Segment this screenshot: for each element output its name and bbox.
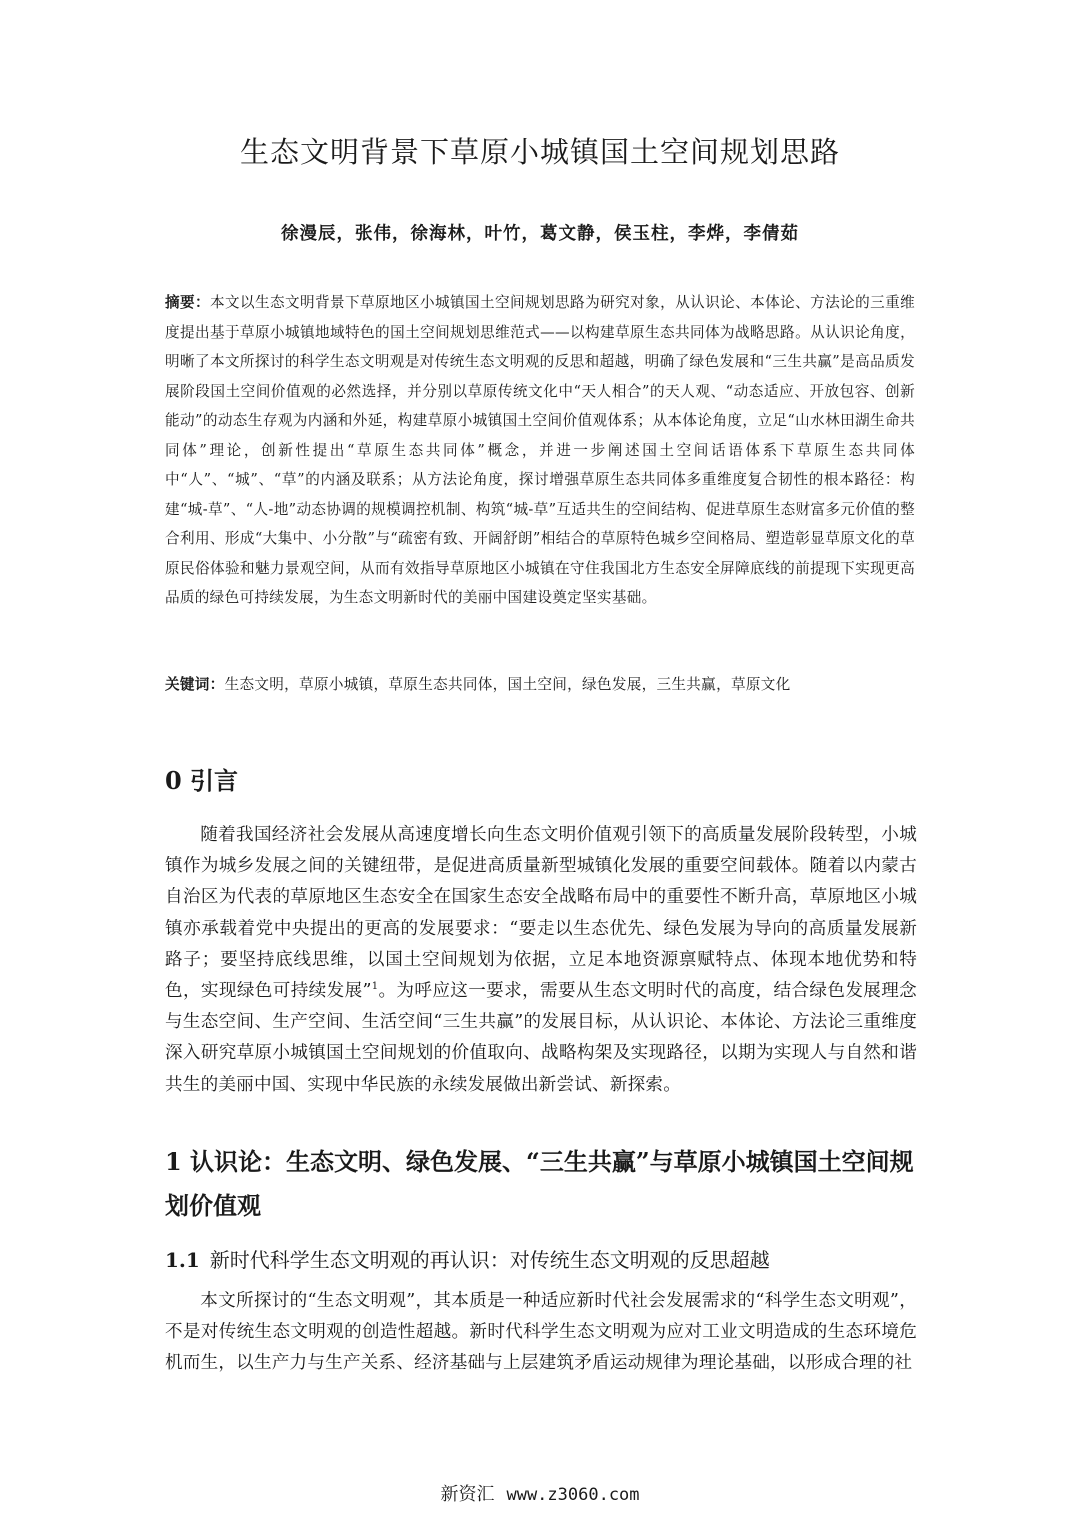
intro-text-part2: 。为呼应这一要求，需要从生态文明时代的高度，结合绿色发展理念与生态空间、生产空间、生活空间“三生共赢”的发展目标，从认识论、本体论、方法论三重维度深入研究草原小城镇国土空间规划的价值取向、战略构架及实现路径，以期为实现人与自然和谐共生的美丽中国、实现中华民族的永续发展做出新尝试、新探索。 bbox=[165, 981, 917, 1095]
intro-text-part1: 随着我国经济社会发展从高速度增长向生态文明价值观引领下的高质量发展阶段转型，小城镇作为城乡发展之间的关键纽带，是促进高质量新型城镇化发展的重要空间载体。随着以内蒙古自治区为代表的草原地区生态安全在国家生态安全战略布局中的重要性不断升高，草原地区小城镇亦承载着党中央提出的更高的发展要求：“要走以生态优先、绿色发展为导向的高质量发展新路子；要坚持底线思维，以国土空间规划为依据，立足本地资源禀赋特点、体现本地优势和特色，实现绿色可持续发展” bbox=[165, 825, 917, 1002]
intro-paragraph bbox=[165, 820, 917, 1101]
keywords-text: 生态文明，草原小城镇，草原生态共同体，国土空间，绿色发展，三生共赢，草原文化 bbox=[224, 676, 791, 693]
section-1-heading: 1 认识论：生态文明、绿色发展、“三生共赢”与草原小城镇国土空间规划价值观 bbox=[165, 1147, 914, 1220]
author-list: 徐漫辰，张伟，徐海林，叶竹，葛文静，侯玉柱，李烨，李倩茹 bbox=[281, 224, 799, 244]
section-0-heading: 0 引言 bbox=[165, 766, 239, 795]
footer-site-name: 新资汇 bbox=[440, 1484, 495, 1505]
abstract-text: 本文以生态文明背景下草原地区小城镇国土空间规划思路为研究对象，从认识论、本体论、方法论的三重维度提出基于草原小城镇地域特色的国土空间规划思维范式——以构建草原生态共同体为战略思路。从认识论角度，明晰了本文所探讨的科学生态文明观是对传统生态文明观的反思和超越，明确了绿色发展和“三生共赢”是高品质发展阶段国土空间价值观的必然选择，并分别以草原传统文化中“天人相合”的天人观、“动态适应、开放包容、创新能动”的动态生存观为内涵和外延，构建草原小城镇国土空间价值观体系；从本体论角度，立足“山水林田湖生命共同体”理论，创新性提出“草原生态共同体”概念，并进一步阐述国土空间话语体系下草原生态共同体中“人”、“城”、“草”的内涵及联系；从方法论角度，探讨增强草原生态共同体多重维度复合韧性的根本路径：构建“城-草”、“人-地”动态协调的规模调控机制、构筑“城-草”互适共生的空间结构、促进草原生态财富多元价值的整合利用、形成“大集中、小分散”与“疏密有致、开阔舒朗”相结合的草原特色城乡空间格局、塑造彰显草原文化的草原民俗体验和魅力景观空间，从而有效指导草原地区小城镇在守住我国北方生态安全屏障底线的前提现下实现更高品质的绿色可持续发展，为生态文明新时代的美丽中国建设奠定坚实基础。 bbox=[165, 294, 915, 606]
abstract-label: 摘要： bbox=[165, 294, 211, 311]
subsection-title: 新时代科学生态文明观的再认识：对传统生态文明观的反思超越 bbox=[209, 1248, 770, 1272]
footer-url: www.z3060.com bbox=[506, 1485, 640, 1505]
page-footer bbox=[0, 1480, 1080, 1510]
keywords-label: 关键词： bbox=[165, 676, 225, 693]
subsection-number: 1.1 bbox=[165, 1248, 200, 1272]
paper-title: 生态文明背景下草原小城镇国土空间规划思路 bbox=[239, 135, 840, 169]
subsection-1-1-heading bbox=[165, 1245, 917, 1275]
abstract bbox=[165, 288, 915, 613]
footnote-marker: 1 bbox=[371, 981, 379, 993]
keywords bbox=[165, 670, 915, 700]
subsection-1-1-paragraph: 本文所探讨的“生态文明观”，其本质是一种适应新时代社会发展需求的“科学生态文明观”，不是对传统生态文明观的创造性超越。新时代科学生态文明观为应对工业文明造成的生态环境危机而生，以生产力与生产关系、经济基础与上层建筑矛盾运动规律为理论基础，以形成合理的社 bbox=[165, 1291, 917, 1374]
